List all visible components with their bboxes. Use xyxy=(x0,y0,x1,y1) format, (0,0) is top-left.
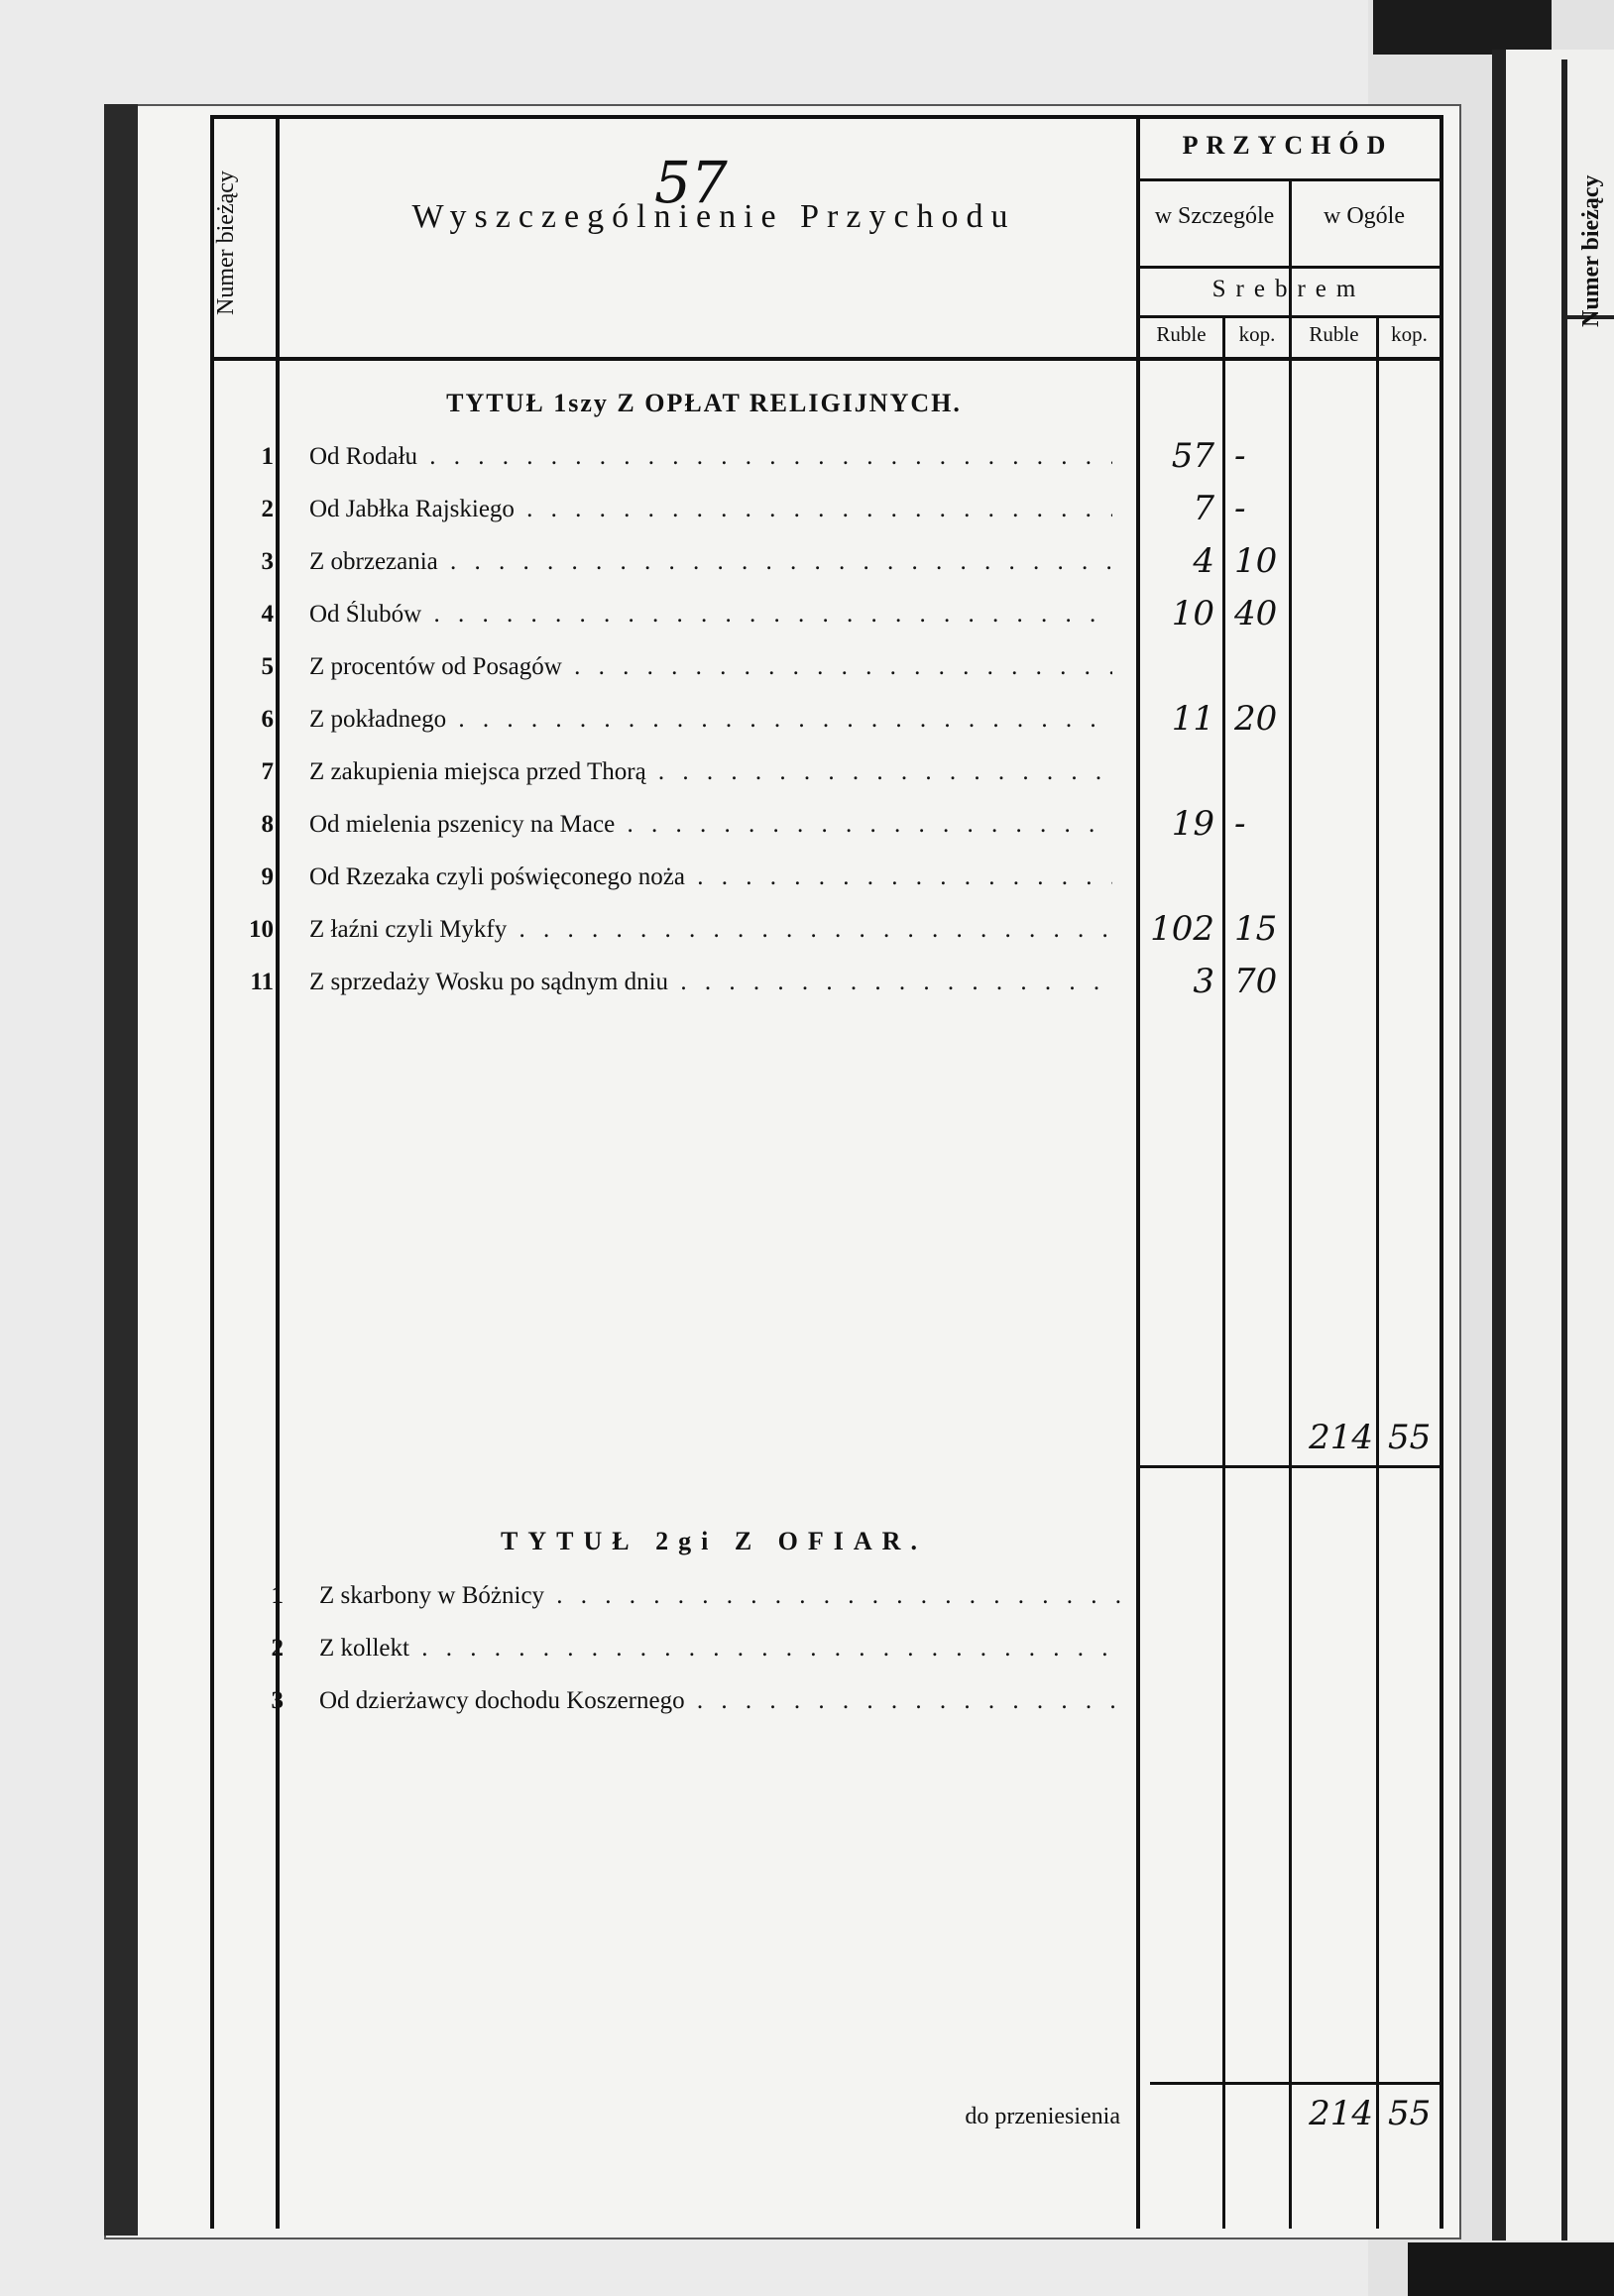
row-label: Od dzierżawcy dochodu Koszernego . . . xyxy=(319,1687,1122,1715)
row-kopecks: - xyxy=(1234,489,1246,528)
detail-column-header: w Szczególe xyxy=(1154,203,1275,229)
rule-right xyxy=(1440,117,1443,2229)
row-label: Z obrzezania . . . xyxy=(309,548,1112,576)
row-label: Z łaźni czyli Mykfy . . . xyxy=(309,916,1112,944)
row-rubles: 19 xyxy=(1171,804,1214,844)
row-number: 2 xyxy=(271,1635,284,1662)
rule-header-bottom xyxy=(210,357,1443,361)
row-kopecks: 15 xyxy=(1234,909,1278,949)
rule-subcols xyxy=(1136,315,1441,318)
row-rubles: 10 xyxy=(1171,594,1214,633)
row-kopecks: - xyxy=(1234,804,1246,844)
row-label: Z sprzedaży Wosku po sądnym dniu . . . xyxy=(309,969,1112,996)
row-number: 5 xyxy=(261,653,274,680)
row-number: 4 xyxy=(261,601,274,628)
row-number: 6 xyxy=(261,706,274,733)
carry-forward-label: do przeniesienia xyxy=(965,2104,1120,2129)
rule-section1-total xyxy=(1136,1465,1443,1468)
number-column-header: Numer bieżący xyxy=(213,171,239,315)
row-kopecks: 70 xyxy=(1234,962,1278,1001)
sub-col-kop-1: kop. xyxy=(1238,322,1276,346)
row-label: Od Rzezaka czyli poświęconego noża . . . xyxy=(309,863,1112,891)
book-spine xyxy=(104,104,138,2236)
row-rubles: 3 xyxy=(1193,962,1214,1001)
rule-srebrem xyxy=(1136,266,1441,269)
section-1-total-kopecks: 55 xyxy=(1388,1418,1432,1457)
row-number: 9 xyxy=(261,863,274,890)
row-label: Od Ślubów . . . xyxy=(309,601,1112,629)
rule-total xyxy=(1289,178,1292,2229)
carry-forward-rubles: 214 xyxy=(1309,2094,1373,2133)
row-rubles: 7 xyxy=(1193,489,1214,528)
row-kopecks: - xyxy=(1234,436,1246,476)
rule-top xyxy=(210,115,1443,119)
rule-number-col xyxy=(276,117,280,2229)
row-rubles: 102 xyxy=(1150,909,1214,949)
row-number: 2 xyxy=(261,496,274,522)
carry-forward-kopecks: 55 xyxy=(1388,2094,1432,2133)
section-1-title: TYTUŁ 1szy Z OPŁAT RELIGIJNYCH. xyxy=(446,389,962,417)
row-rubles: 57 xyxy=(1171,436,1214,476)
row-label: Od Rodału . . . xyxy=(309,443,1112,471)
row-number: 7 xyxy=(261,758,274,785)
page-title: Wyszczególnienie Przychodu xyxy=(411,198,1016,235)
rule-kop2 xyxy=(1376,315,1379,2229)
sub-col-ruble-2: Ruble xyxy=(1309,322,1359,346)
handwritten-page-number: 57 xyxy=(654,149,728,216)
dark-corner-top xyxy=(1373,0,1552,55)
row-kopecks: 20 xyxy=(1234,699,1278,739)
row-number: 8 xyxy=(261,811,274,838)
row-label: Od mielenia pszenicy na Mace . . . xyxy=(309,811,1112,839)
row-kopecks: 40 xyxy=(1234,594,1278,633)
row-label: Z kollekt . . . xyxy=(319,1635,1122,1663)
income-header: PRZYCHÓD xyxy=(1182,131,1394,160)
total-column-header: w Ogóle xyxy=(1324,203,1405,229)
row-number: 3 xyxy=(261,548,274,575)
row-rubles: 4 xyxy=(1193,541,1214,581)
dark-corner-bottom xyxy=(1408,2242,1614,2296)
section-2-title: TYTUŁ 2gi Z OFIAR. xyxy=(501,1527,927,1555)
row-label: Od Jabłka Rajskiego . . . xyxy=(309,496,1112,523)
ledger-page xyxy=(104,104,1461,2239)
row-number: 1 xyxy=(271,1582,284,1609)
rule-left xyxy=(210,117,214,2229)
row-label: Z pokładnego . . . xyxy=(309,706,1112,734)
rule-amount-start xyxy=(1136,117,1140,2229)
section-1-total-rubles: 214 xyxy=(1309,1418,1373,1457)
rule-kop1 xyxy=(1222,315,1225,2229)
row-rubles: 11 xyxy=(1171,699,1214,739)
currency-header: Srebrem xyxy=(1211,276,1366,302)
row-number: 11 xyxy=(250,969,274,995)
row-label: Z skarbony w Bóżnicy . . . xyxy=(319,1582,1122,1610)
row-number: 1 xyxy=(261,443,274,470)
row-label: Z zakupienia miejsca przed Thorą . . . xyxy=(309,758,1112,786)
neighbor-page xyxy=(1492,50,1614,2240)
row-number: 10 xyxy=(249,916,274,943)
row-number: 3 xyxy=(271,1687,284,1714)
row-kopecks: 10 xyxy=(1234,541,1278,581)
rule-carry xyxy=(1150,2082,1443,2085)
sub-col-ruble-1: Ruble xyxy=(1156,322,1207,346)
rule-przychod xyxy=(1136,178,1441,181)
sub-col-kop-2: kop. xyxy=(1391,322,1428,346)
neighbor-rule xyxy=(1561,59,1567,2240)
row-label: Z procentów od Posagów . . . xyxy=(309,653,1112,681)
neighbor-page-label: Numer bieżący xyxy=(1578,174,1604,327)
